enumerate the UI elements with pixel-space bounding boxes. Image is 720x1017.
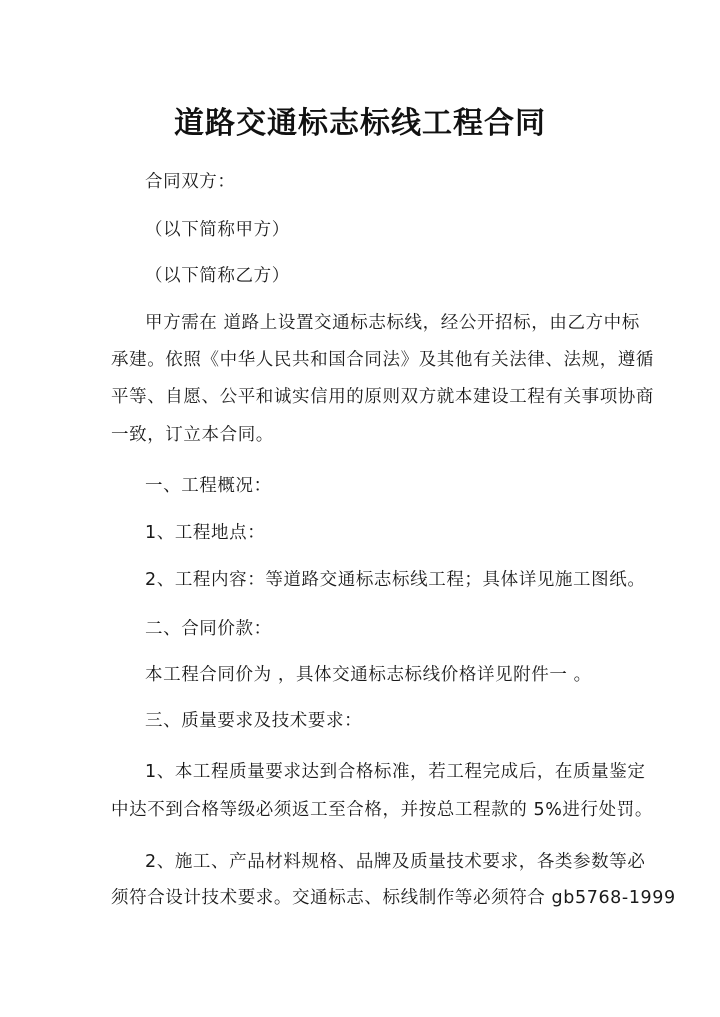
section-1-heading: 一、工程概况： bbox=[145, 476, 272, 496]
preamble-line-4: 一致，订立本合同。 bbox=[111, 425, 274, 445]
preamble-line-3: 平等、自愿、公平和诚实信用的原则双方就本建设工程有关事项协商 bbox=[111, 387, 654, 407]
section-1-item-1: 1、工程地点： bbox=[145, 523, 266, 543]
section-2-body: 本工程合同价为 ，具体交通标志标线价格详见附件一 。 bbox=[145, 665, 592, 685]
document-title: 道路交通标志标线工程合同 bbox=[174, 106, 546, 141]
preamble-line-2: 承建。依照《中华人民共和国合同法》及其他有关法律、法规，遵循 bbox=[111, 350, 654, 370]
section-3-item-2-line-1: 2、施工、产品材料规格、品牌及质量技术要求，各类参数等必 bbox=[145, 852, 646, 872]
preamble-line-1: 甲方需在 道路上设置交通标志标线，经公开招标，由乙方中标 bbox=[145, 313, 640, 333]
section-2-heading: 二、合同价款： bbox=[145, 619, 272, 639]
party-b-line: （以下简称乙方） bbox=[145, 266, 290, 286]
section-3-item-1-line-2: 中达不到合格等级必须返工至合格，并按总工程款的 5%进行处罚。 bbox=[111, 800, 653, 820]
section-1-item-2: 2、工程内容：等道路交通标志标线工程；具体详见施工图纸。 bbox=[145, 570, 646, 590]
section-3-item-1-line-1: 1、本工程质量要求达到合格标准，若工程完成后，在质量鉴定 bbox=[145, 762, 646, 782]
section-3-item-2-line-2: 须符合设计技术要求。交通标志、标线制作等必须符合 gb5768-1999 bbox=[111, 888, 676, 908]
section-3-heading: 三、质量要求及技术要求： bbox=[145, 711, 363, 731]
party-a-line: （以下简称甲方） bbox=[145, 220, 290, 240]
parties-heading: 合同双方： bbox=[145, 172, 236, 192]
